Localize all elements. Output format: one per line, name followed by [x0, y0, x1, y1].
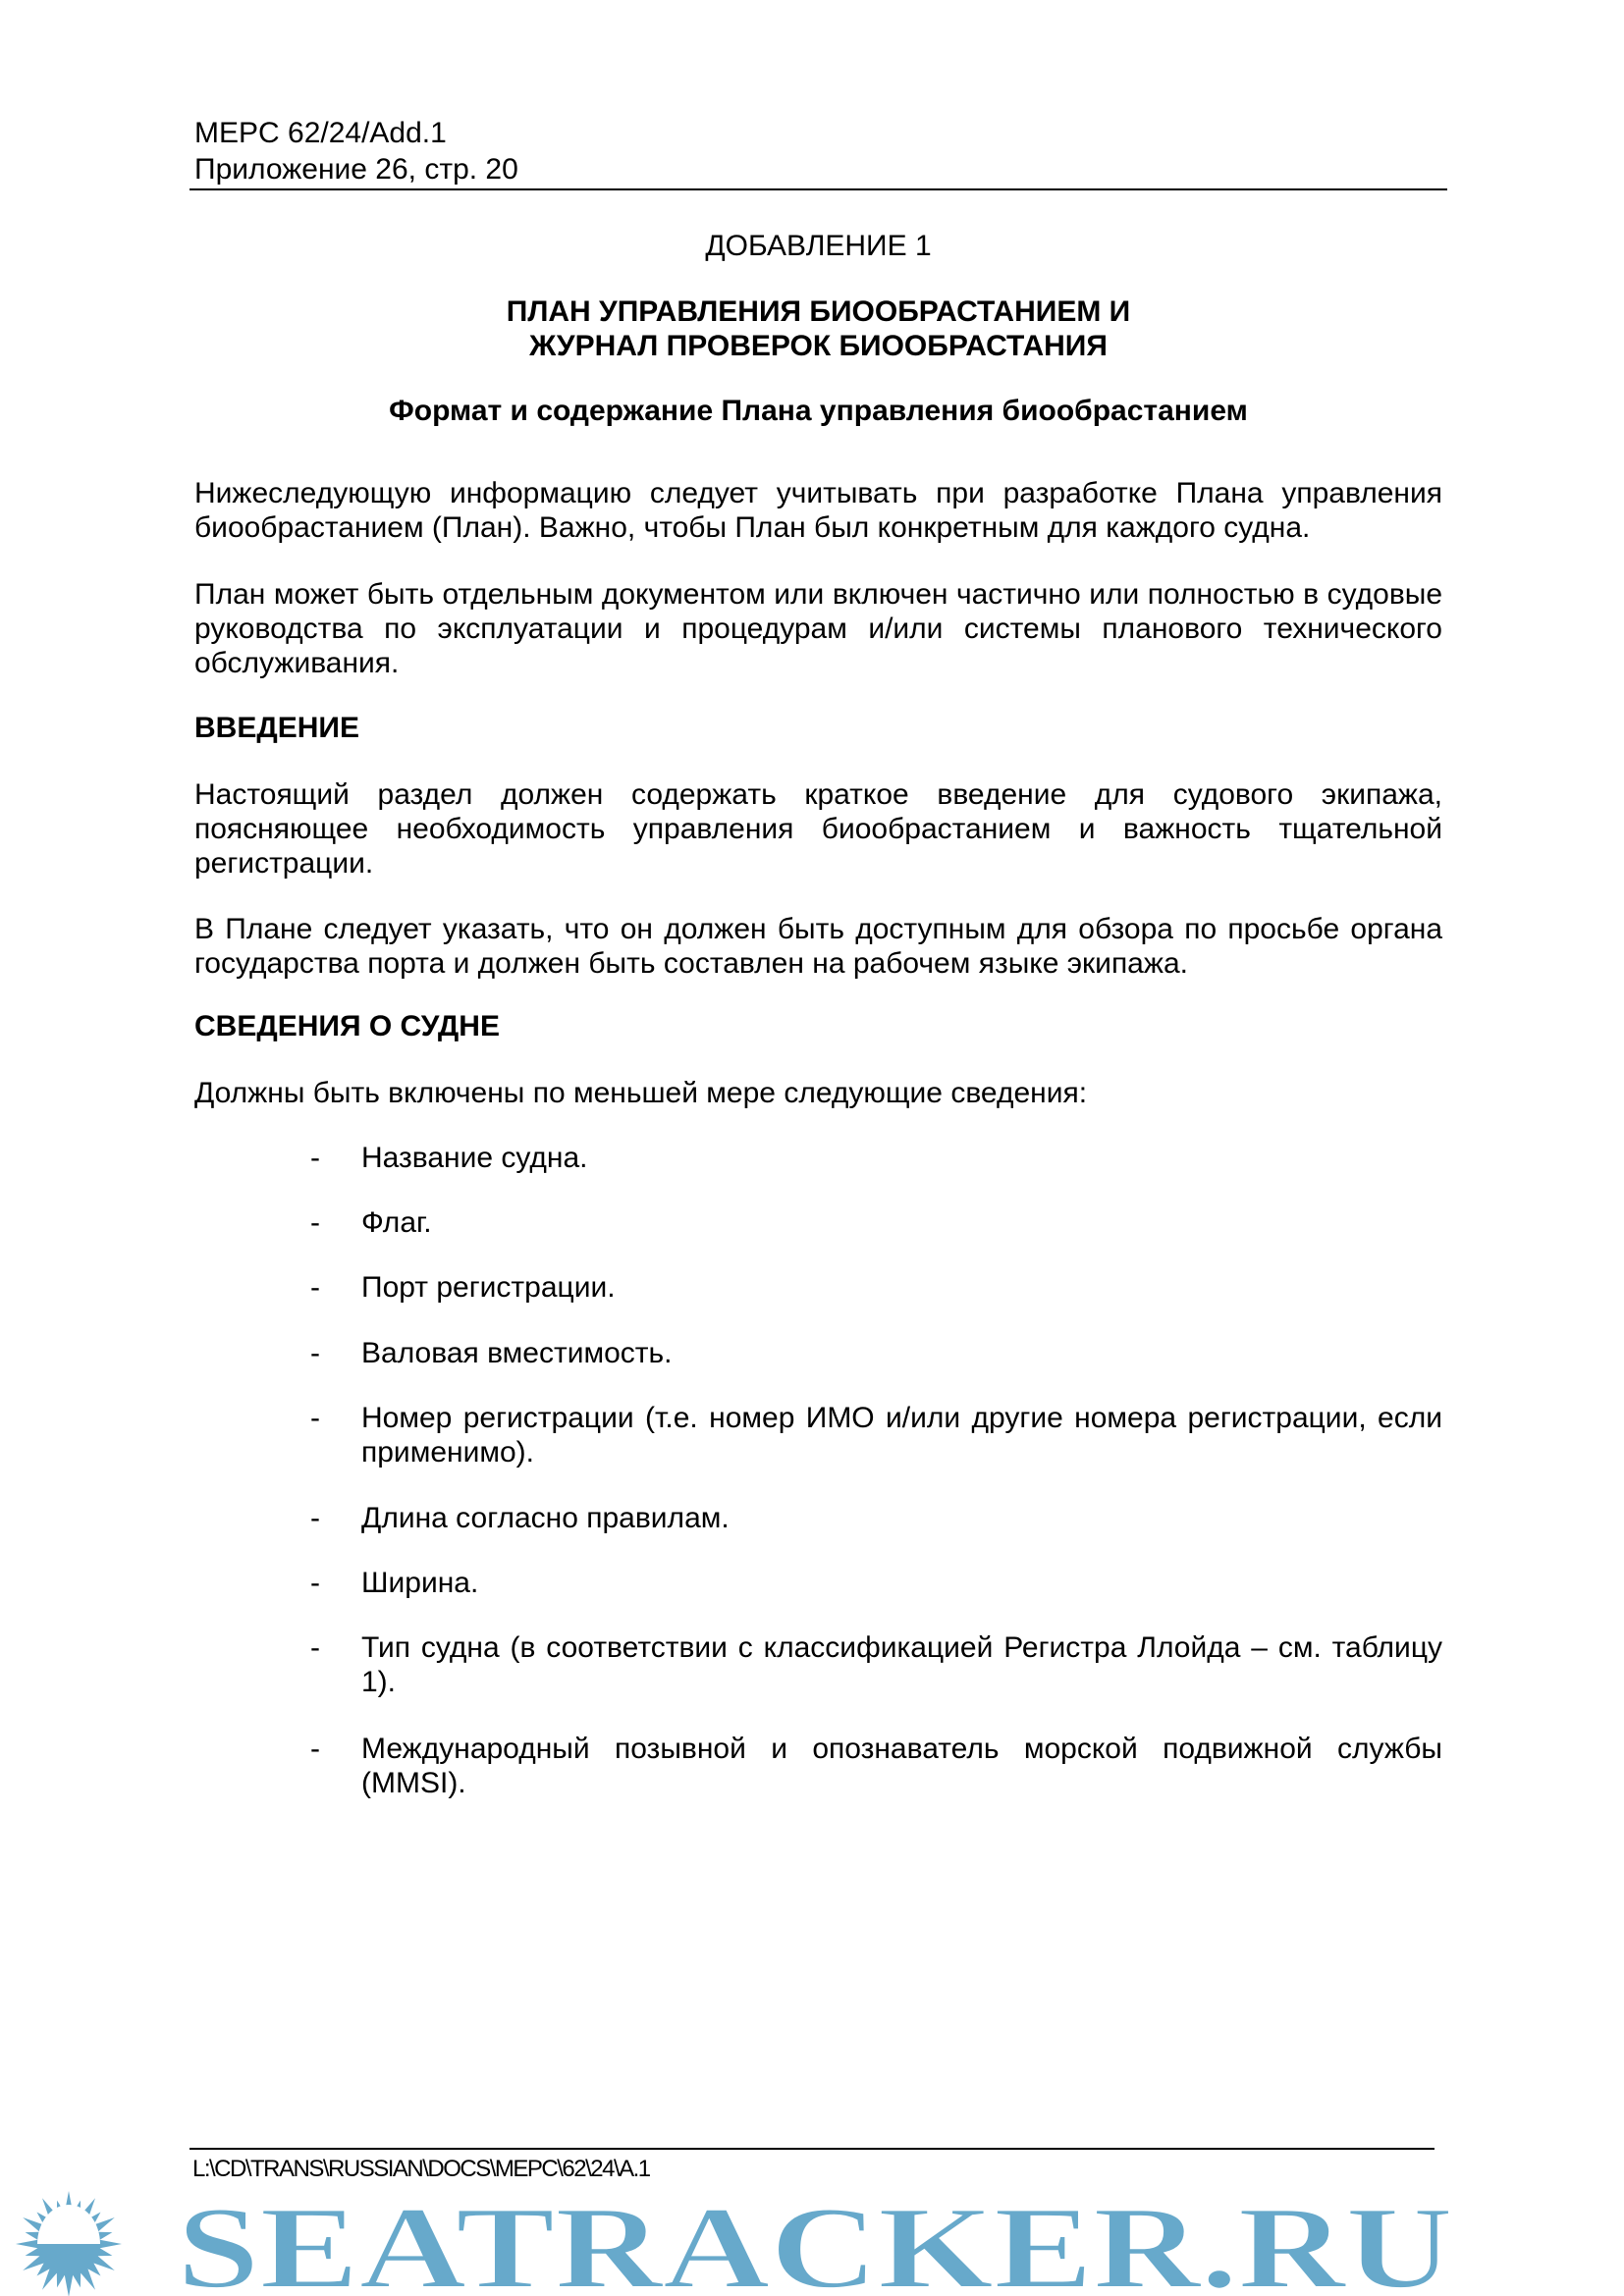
seatracker-watermark: [0, 2189, 1624, 2296]
list-bullet: -: [310, 1142, 320, 1174]
list-item: Флаг.: [361, 1206, 432, 1239]
list-item: Тип судна (в соответствии с классификацией Регистра Ллойда – см. таблицу 1).: [361, 1631, 1442, 1698]
section-heading-intro: ВВЕДЕНИЕ: [194, 712, 359, 744]
sun-logo-icon: [16, 2191, 122, 2296]
list-item: Международный позывной и опознаватель морской подвижной службы (MMSI).: [361, 1733, 1442, 1799]
list-bullet: -: [310, 1733, 320, 1765]
list-item: Валовая вместимость.: [361, 1337, 673, 1369]
watermark-text: SEATRACKER.RU: [177, 2189, 1453, 2296]
section-heading-ship: СВЕДЕНИЯ О СУДНЕ: [194, 1010, 500, 1042]
list-item: Название судна.: [361, 1142, 588, 1174]
list-bullet: -: [310, 1631, 320, 1664]
list-item: Порт регистрации.: [361, 1271, 616, 1304]
list-bullet: -: [310, 1402, 320, 1434]
title-line-2: ЖУРНАЛ ПРОВЕРОК БИООБРАСТАНИЯ: [529, 330, 1108, 362]
header-rule: [189, 188, 1447, 190]
subtitle: Формат и содержание Плана управления биообрастанием: [389, 395, 1248, 427]
footer-rule: [189, 2148, 1435, 2150]
intro-paragraph-2: В Плане следует указать, что он должен быть доступным для обзора по просьбе органа государства порта и должен быть составлен на рабочем языке экипажа.: [194, 913, 1442, 980]
list-item: Ширина.: [361, 1567, 479, 1599]
paragraph-2: План может быть отдельным документом или включен частично или полностью в судовые руководства по эксплуатации и процедурам и/или системы планового технического обслуживания.: [194, 578, 1442, 679]
paragraph-1: Нижеследующую информацию следует учитывать при разработке Плана управления биообрастанием (План). Важно, чтобы План был конкретным для каждого судна.: [194, 477, 1442, 544]
list-item: Длина согласно правилам.: [361, 1502, 730, 1534]
title-line-1: ПЛАН УПРАВЛЕНИЯ БИООБРАСТАНИЕМ И: [506, 295, 1131, 328]
list-bullet: -: [310, 1502, 320, 1534]
document-id: MEPC 62/24/Add.1: [194, 117, 447, 149]
list-bullet: -: [310, 1206, 320, 1239]
list-bullet: -: [310, 1567, 320, 1599]
intro-paragraph-1: Настоящий раздел должен содержать краткое введение для судового экипажа, поясняющее необходимость управления биообрастанием и важность тщательной регистрации.: [194, 778, 1442, 880]
list-bullet: -: [310, 1271, 320, 1304]
list-bullet: -: [310, 1337, 320, 1369]
footer-path: L:\CD\TRANS\RUSSIAN\DOCS\MEPC\62\24\A.1: [192, 2156, 650, 2182]
ship-lead: Должны быть включены по меньшей мере следующие сведения:: [194, 1077, 1088, 1109]
page-reference: Приложение 26, стр. 20: [194, 153, 518, 186]
appendix-label: ДОБАВЛЕНИЕ 1: [705, 230, 932, 262]
list-item: Номер регистрации (т.е. номер ИМО и/или другие номера регистрации, если применимо).: [361, 1402, 1442, 1468]
